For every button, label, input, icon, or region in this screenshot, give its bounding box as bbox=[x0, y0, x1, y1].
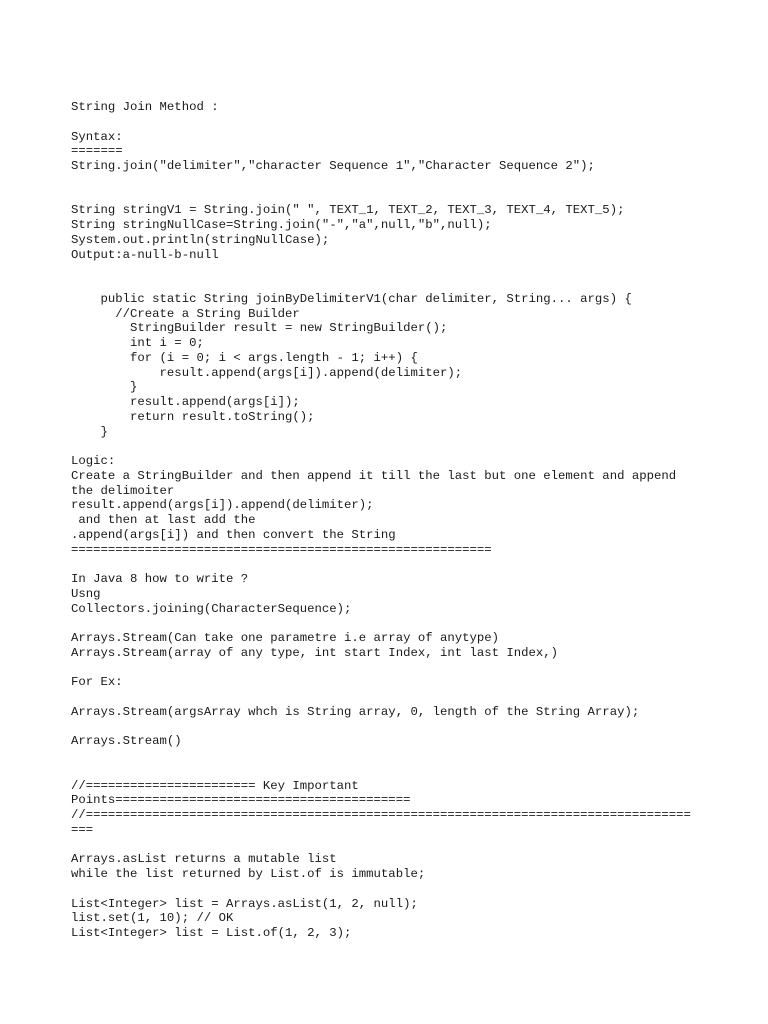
text-line bbox=[71, 720, 711, 735]
text-line: Points======================================== bbox=[71, 793, 411, 808]
text-line: String stringNullCase=String.join("-","a",null,"b",null); bbox=[71, 218, 492, 232]
text-line: .append(args[i]) and then convert the String bbox=[71, 527, 396, 542]
text-line: } bbox=[71, 424, 108, 439]
text-line bbox=[71, 439, 711, 454]
text-line: for (i = 0; i < args.length - 1; i++) { bbox=[71, 350, 418, 365]
text-line bbox=[71, 174, 711, 189]
text-line bbox=[71, 749, 711, 764]
text-line: Arrays.Stream() bbox=[71, 734, 182, 749]
text-line bbox=[71, 661, 711, 676]
text-line: System.out.println(stringNullCase); bbox=[71, 232, 330, 247]
text-line bbox=[71, 882, 711, 897]
text-line: while the list returned by List.of is immutable; bbox=[71, 867, 426, 881]
text-line: Syntax: bbox=[71, 129, 123, 144]
text-line bbox=[71, 764, 711, 779]
text-line: List<Integer> list = Arrays.asList(1, 2, null); bbox=[71, 896, 418, 911]
text-line: Usng bbox=[71, 586, 101, 601]
text-line bbox=[71, 690, 711, 705]
text-line bbox=[71, 115, 711, 130]
text-line: Create a StringBuilder and then append it till the last but one element and append bbox=[71, 468, 677, 483]
text-line: === bbox=[71, 822, 94, 837]
text-line: //Create a String Builder bbox=[71, 306, 300, 321]
text-line: String.join("delimiter","character Sequence 1","Character Sequence 2"); bbox=[71, 159, 595, 173]
text-line bbox=[71, 616, 711, 631]
text-line bbox=[71, 557, 711, 572]
text-line: String Join Method : bbox=[71, 100, 219, 114]
text-line: Output:a-null-b-null bbox=[71, 247, 219, 262]
text-line: list.set(1, 10); // OK bbox=[71, 911, 234, 926]
text-line: //================================================================================== bbox=[71, 808, 691, 822]
document-text bbox=[71, 100, 711, 941]
text-line: Collectors.joining(CharacterSequence); bbox=[71, 601, 352, 616]
text-line: public static String joinByDelimiterV1(char delimiter, String... args) { bbox=[71, 291, 632, 306]
text-line: result.append(args[i]).append(delimiter); bbox=[71, 365, 463, 380]
text-line: String stringV1 = String.join(" ", TEXT_1, TEXT_2, TEXT_3, TEXT_4, TEXT_5); bbox=[71, 203, 625, 218]
text-line: } bbox=[71, 380, 138, 395]
text-line: Arrays.asList returns a mutable list bbox=[71, 852, 337, 867]
text-line: result.append(args[i]); bbox=[71, 395, 300, 409]
text-line bbox=[71, 189, 711, 204]
text-line: ========================================================= bbox=[71, 542, 492, 557]
text-line: and then at last add the bbox=[71, 513, 256, 527]
text-line: Arrays.Stream(array of any type, int start Index, int last Index,) bbox=[71, 645, 559, 660]
text-line: ======= bbox=[71, 144, 123, 159]
text-line: List<Integer> list = List.of(1, 2, 3); bbox=[71, 926, 352, 940]
text-line bbox=[71, 838, 711, 853]
text-line: Arrays.Stream(Can take one parametre i.e array of anytype) bbox=[71, 631, 500, 645]
text-line: Arrays.Stream(argsArray whch is String array, 0, length of the String Array); bbox=[71, 704, 640, 719]
text-line: For Ex: bbox=[71, 675, 123, 690]
text-line: int i = 0; bbox=[71, 336, 204, 350]
text-line: //======================= Key Important bbox=[71, 778, 359, 793]
text-line: StringBuilder result = new StringBuilder(); bbox=[71, 321, 448, 336]
text-line bbox=[71, 277, 711, 292]
text-line: In Java 8 how to write ? bbox=[71, 572, 249, 586]
text-line: the delimoiter bbox=[71, 483, 175, 498]
text-line: Logic: bbox=[71, 454, 116, 468]
text-line: result.append(args[i]).append(delimiter); bbox=[71, 498, 374, 513]
text-line bbox=[71, 262, 711, 277]
text-line: return result.toString(); bbox=[71, 409, 315, 424]
